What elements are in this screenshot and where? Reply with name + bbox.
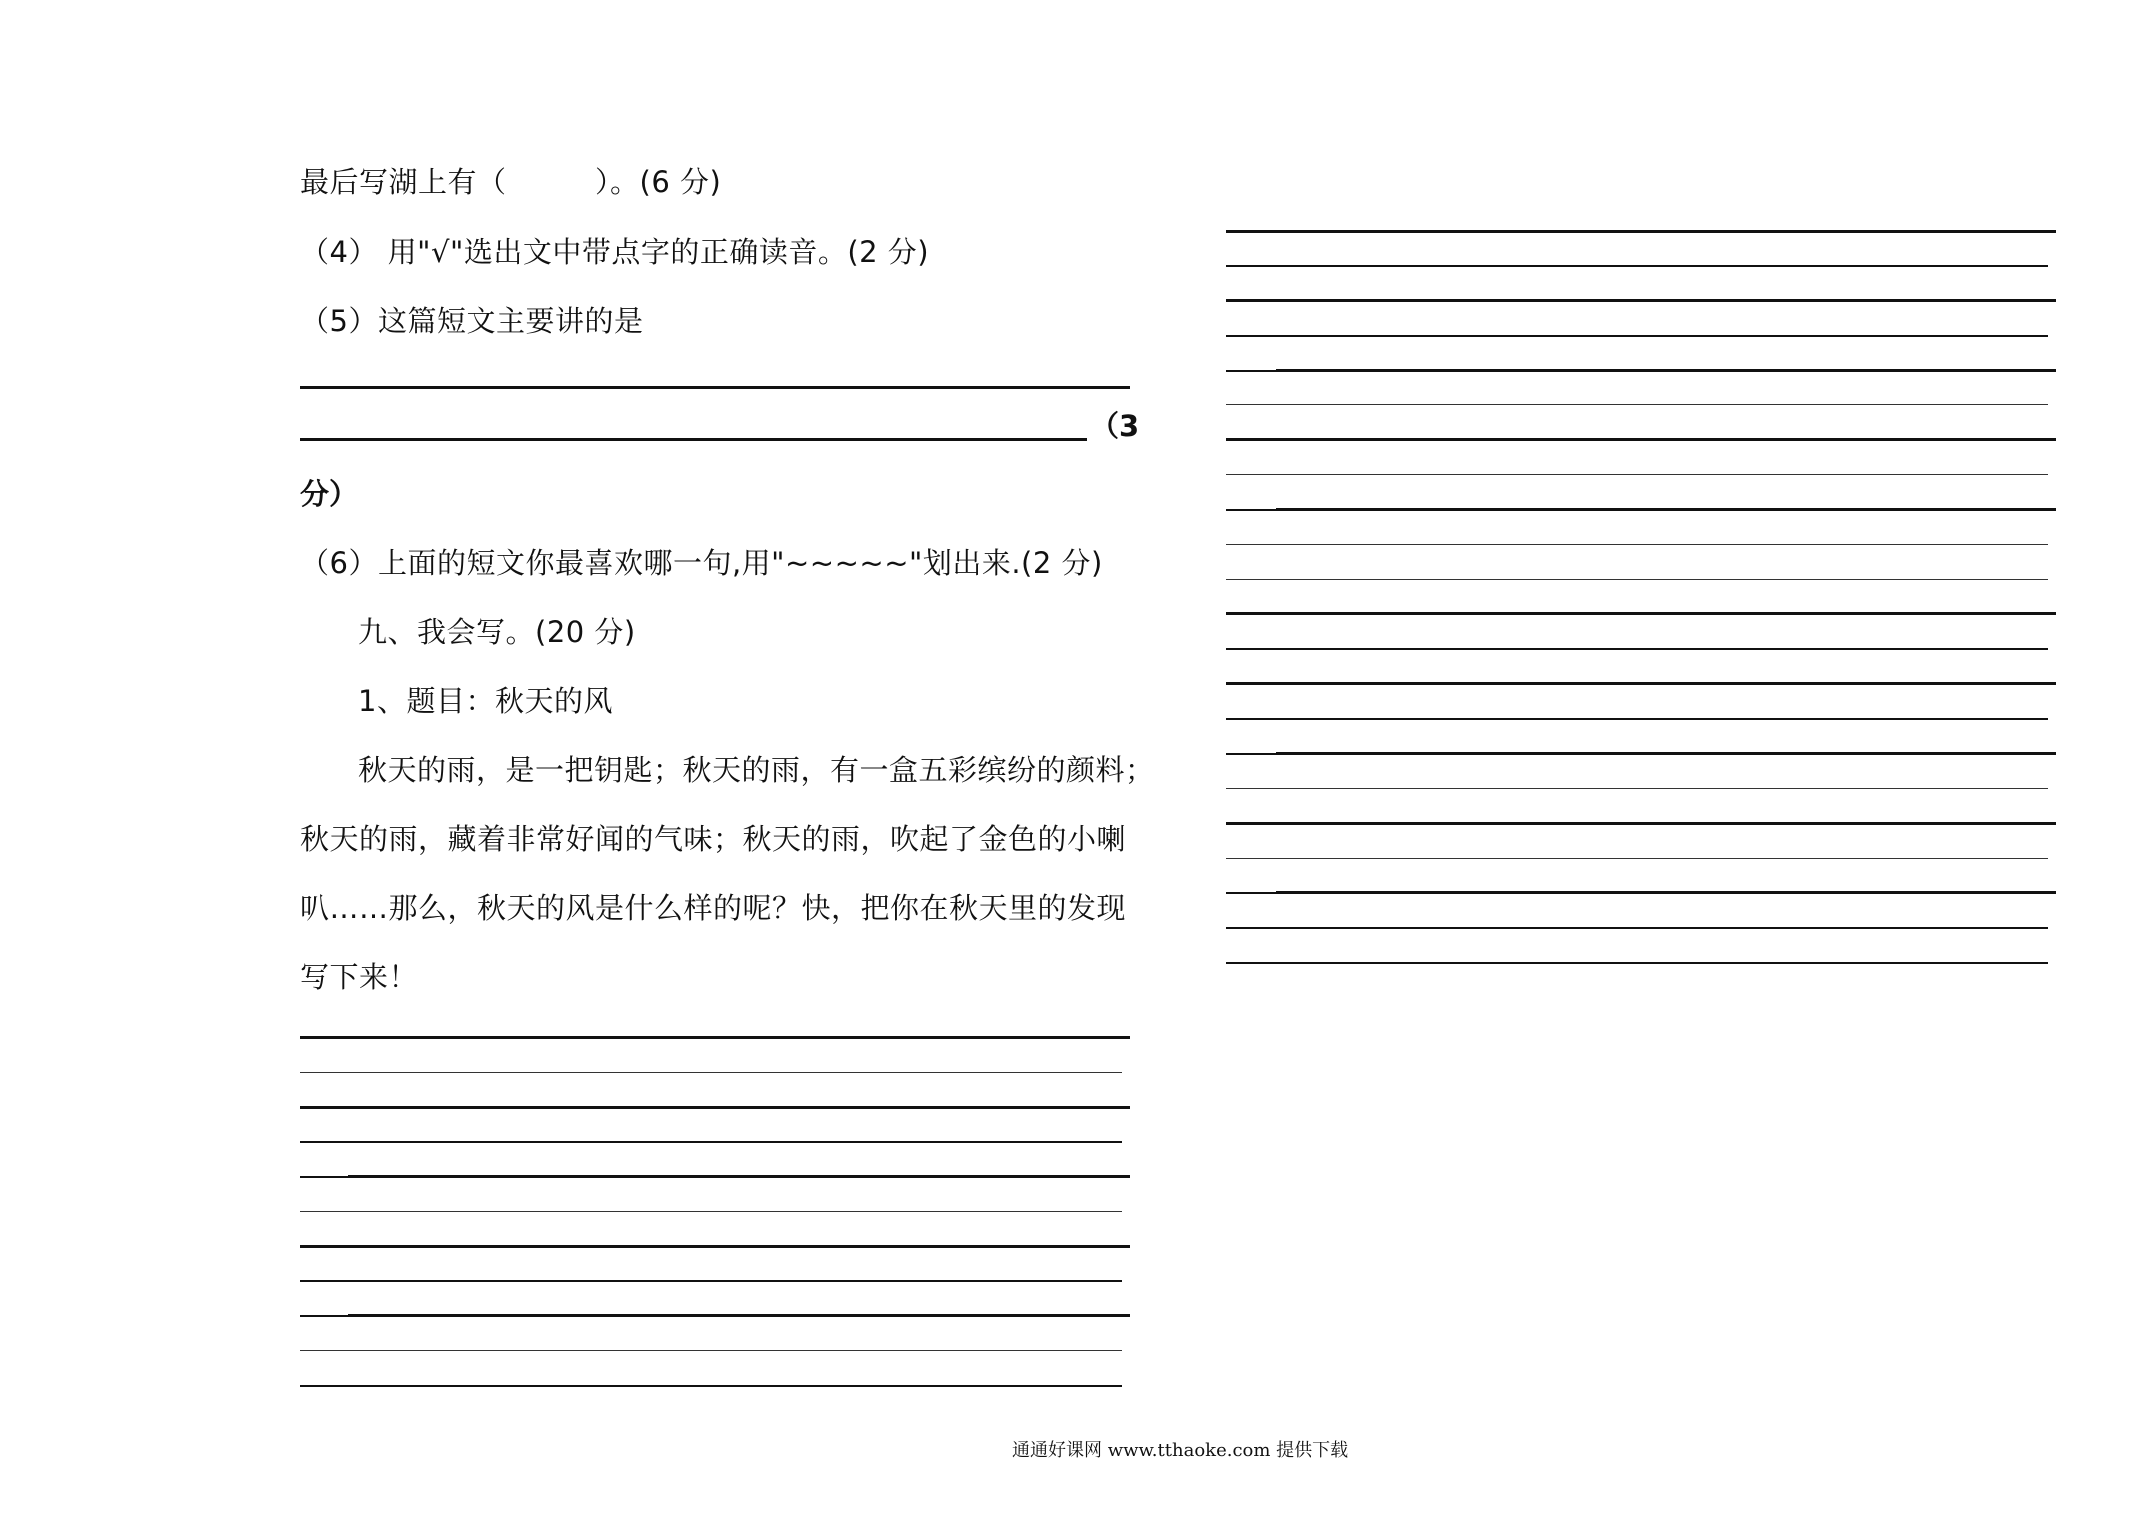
writing-line[interactable] [1226, 927, 2048, 929]
writing-line[interactable] [1276, 369, 2056, 372]
writing-line[interactable] [1226, 858, 2048, 859]
writing-line[interactable] [1226, 682, 2056, 685]
writing-line[interactable] [1226, 544, 2048, 545]
question-5-score-close: 分） [300, 477, 359, 511]
writing-line-stub [1226, 892, 1276, 894]
writing-line[interactable] [1226, 718, 2048, 720]
writing-line-stub [1226, 753, 1276, 755]
question-5: （5）这篇短文主要讲的是 [300, 304, 644, 338]
writing-line[interactable] [1226, 579, 2048, 580]
writing-line[interactable] [1226, 788, 2048, 789]
question-4: （4） 用"√"选出文中带点字的正确读音。(2 分) [300, 235, 930, 269]
writing-prompt-line-4: 写下来！ [300, 960, 419, 994]
writing-line[interactable] [300, 1245, 1130, 1248]
section-nine-heading: 九、我会写。(20 分) [358, 615, 636, 649]
writing-line[interactable] [300, 1106, 1130, 1109]
writing-line[interactable] [1226, 648, 2048, 650]
writing-line[interactable] [1226, 962, 2048, 964]
writing-line[interactable] [300, 1036, 1130, 1039]
writing-line[interactable] [300, 1072, 1122, 1073]
writing-line[interactable] [1226, 474, 2048, 475]
writing-prompt-line-2: 秋天的雨，藏着非常好闻的气味；秋天的雨，吹起了金色的小喇 [300, 822, 1127, 856]
writing-line[interactable] [1226, 822, 2056, 825]
writing-line-stub [1226, 370, 1276, 372]
writing-prompt-line-1: 秋天的雨，是一把钥匙；秋天的雨，有一盒五彩缤纷的颜料； [358, 753, 1155, 787]
writing-line[interactable] [300, 1350, 1122, 1351]
writing-line[interactable] [300, 1385, 1122, 1387]
writing-line[interactable] [1276, 508, 2056, 511]
answer-line-q5-1[interactable] [300, 386, 1130, 389]
writing-line[interactable] [348, 1175, 1130, 1178]
footer-credit: 通通好课网 www.tthaoke.com 提供下载 [1012, 1440, 1349, 1461]
writing-line[interactable] [1276, 891, 2056, 894]
writing-line[interactable] [1226, 612, 2056, 615]
writing-line[interactable] [1226, 404, 2048, 405]
writing-line[interactable] [1226, 299, 2056, 302]
writing-line[interactable] [1276, 752, 2056, 755]
writing-line[interactable] [348, 1314, 1130, 1317]
writing-line[interactable] [1226, 230, 2056, 233]
writing-line-stub [1226, 509, 1276, 511]
writing-line[interactable] [300, 1280, 1122, 1282]
writing-line-stub [300, 1176, 348, 1178]
writing-line[interactable] [300, 1141, 1122, 1143]
writing-line-stub [300, 1315, 348, 1317]
writing-line[interactable] [1226, 335, 2048, 337]
writing-prompt-title: 1、题目：秋天的风 [358, 684, 613, 718]
answer-line-q5-2[interactable] [300, 438, 1087, 441]
writing-line[interactable] [1226, 265, 2048, 267]
writing-prompt-line-3: 叭……那么，秋天的风是什么样的呢？快，把你在秋天里的发现 [300, 891, 1127, 925]
writing-line[interactable] [300, 1211, 1122, 1212]
question-6: （6）上面的短文你最喜欢哪一句,用"~~~~~"划出来.(2 分) [300, 546, 1103, 580]
writing-line[interactable] [1226, 438, 2056, 441]
question-3-ending: 最后写湖上有（ ）。(6 分) [300, 165, 722, 199]
question-5-score-open: （3 [1090, 409, 1140, 443]
